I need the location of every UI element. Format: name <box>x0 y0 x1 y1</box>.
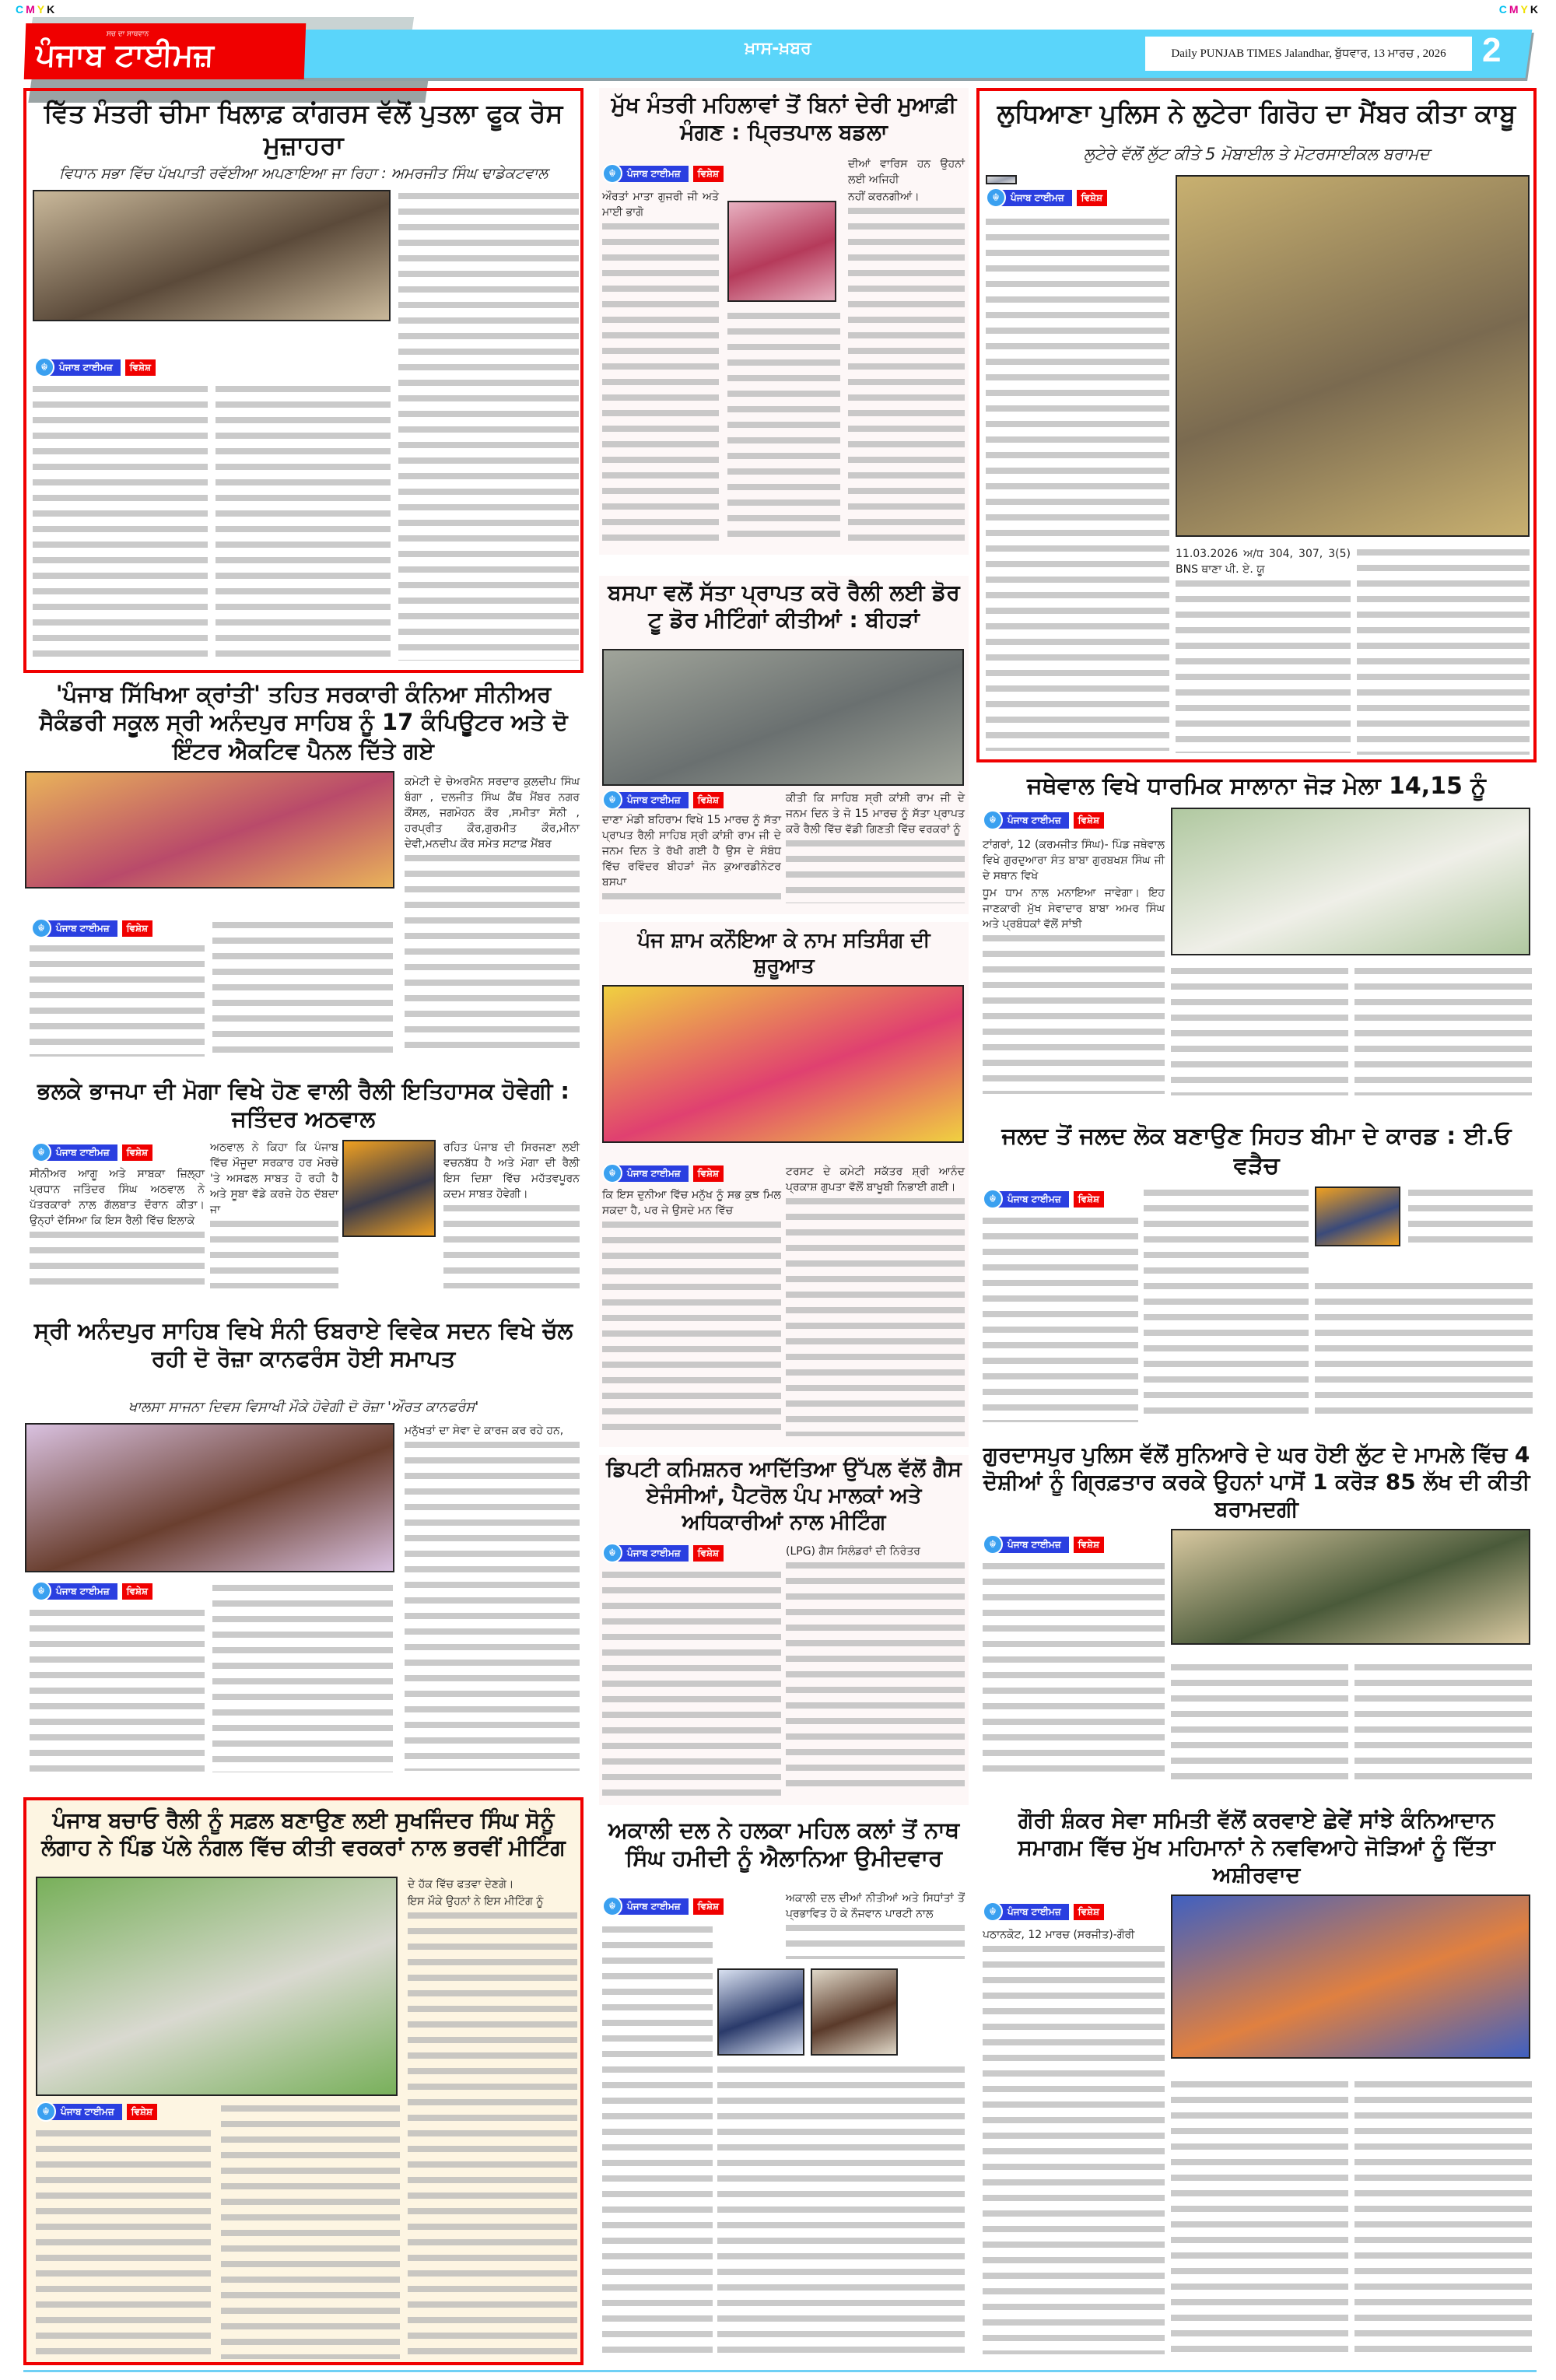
article-r2[interactable] <box>976 770 1537 1105</box>
news-photo[interactable] <box>1176 175 1530 537</box>
body-text: ਟਰਸਟ ਦੇ ਕਮੇਟੀ ਸਕੱਤਰ ਸ਼੍ਰੀ ਆਨੰਦ ਪ੍ਰਕਾਸ਼ ਗੁਪਤਾ ਵੱਲੋਂ ਬਾਖੂਬੀ ਨਿਭਾਈ ਗਈ। <box>786 1165 965 1194</box>
article-m1[interactable] <box>599 88 969 555</box>
text-column <box>983 1215 1138 1424</box>
news-photo[interactable] <box>25 1423 394 1572</box>
text-lines <box>986 219 1169 751</box>
text-column <box>221 2102 400 2361</box>
text-column <box>1171 2078 1348 2357</box>
text-lines <box>602 893 781 903</box>
article-a1[interactable] <box>23 88 584 673</box>
text-lines <box>36 2130 211 2359</box>
text-column <box>1171 1661 1348 1782</box>
badge-label: ਵਿਸ਼ੇਸ਼ <box>125 359 156 376</box>
article-a4[interactable] <box>23 1315 584 1782</box>
pt-logo-icon: ☬ <box>34 357 54 377</box>
news-photo[interactable] <box>1171 808 1530 955</box>
text-lines <box>1171 968 1348 1095</box>
byline-badge <box>602 790 724 809</box>
text-column <box>602 1923 713 2357</box>
text-lines <box>786 1562 965 1794</box>
text-column <box>212 1582 393 1774</box>
news-photo[interactable] <box>986 175 1017 184</box>
cmyk-letter: C <box>1498 3 1509 16</box>
cmyk-letter: K <box>47 3 58 16</box>
badge-label: ਵਿਸ਼ੇਸ਼ <box>693 1165 724 1182</box>
pt-logo-icon: ☬ <box>983 1902 1003 1922</box>
page-number: 2 <box>1482 31 1502 69</box>
pt-logo-icon: ☬ <box>36 2101 56 2122</box>
text-lines <box>983 935 1165 1094</box>
article-r4[interactable] <box>976 1439 1537 1789</box>
article-r1[interactable] <box>976 88 1537 762</box>
text-lines <box>717 2066 965 2356</box>
subheadline: ਵਿਧਾਨ ਸਭਾ ਵਿੱਚ ਪੱਖਪਾਤੀ ਰਵੱਈਆ ਅਪਣਾਇਆ ਜਾ ਰਿਹਾ : ਅਮਰਜੀਤ ਸਿੰਘ ਢਾਡੇਕਟਵਾਲ <box>58 165 548 182</box>
text-column <box>30 1607 205 1774</box>
byline-badge <box>602 1164 724 1183</box>
headline[interactable]: 'ਪੰਜਾਬ ਸਿੱਖਿਆ ਕ੍ਰਾਂਤੀ' ਤਹਿਤ ਸਰਕਾਰੀ ਕੰਨਿਆ ਸੀਨੀਅਰ ਸੈਕੰਡਰੀ ਸਕੂਲ ਸ੍ਰੀ ਅਨੰਦਪੁਰ ਸਾਹਿਬ ਨੂੰ 17 ਕੰਪਿਊਟਰ ਅਤੇ ਦੋ ਇੰਟਰ ਐਕਟਿਵ ਪੈਨਲ ਦਿੱਤੇ ਗਏ <box>39 681 568 764</box>
text-lines <box>405 855 580 1055</box>
byline-badge <box>983 1902 1104 1921</box>
badge-brand: ਪੰਜਾਬ ਟਾਈਮਜ਼ <box>47 1583 117 1600</box>
pt-logo-icon: ☬ <box>31 1581 51 1601</box>
badge-brand: ਪੰਜਾਬ ਟਾਈਮਜ਼ <box>618 1898 689 1915</box>
text-column <box>602 1569 781 1797</box>
cmyk-letter: K <box>1530 3 1540 16</box>
byline-badge <box>31 919 152 938</box>
byline-badge <box>983 1190 1104 1208</box>
text-column <box>602 189 719 547</box>
pt-logo-icon: ☬ <box>602 163 622 184</box>
cmyk-right <box>1499 3 1540 16</box>
logo-name: ਪੰਜਾਬ ਟਾਈਮਜ਼ <box>35 37 215 73</box>
text-column <box>983 1560 1165 1782</box>
text-lines <box>1176 580 1351 753</box>
body-text: ਔਰਤਾਂ ਮਾਤਾ ਗੁਜਰੀ ਜੀ ਅਤੇ ਮਾਈ ਭਾਗੋ <box>602 191 719 219</box>
headline[interactable]: ਅਕਾਲੀ ਦਲ ਨੇ ਹਲਕਾ ਮਹਿਲ ਕਲਾਂ ਤੋਂ ਨਾਥ ਸਿੰਘ ਹਮੀਦੀ ਨੂੰ ਐਲਾਨਿਆ ਉਮੀਦਵਾਰ <box>608 1817 960 1872</box>
headline[interactable]: ਮੁੱਖ ਮੰਤਰੀ ਮਹਿਲਾਵਾਂ ਤੋਂ ਬਿਨਾਂ ਦੇਰੀ ਮੁਆਫ਼ੀ ਮੰਗਣ : ਪ੍ਰਿਤਪਾਲ ਬਡਲਾ <box>611 92 957 145</box>
byline-badge <box>986 188 1107 207</box>
text-lines <box>1315 1283 1533 1422</box>
article-m3[interactable] <box>599 922 969 1447</box>
headline[interactable]: ਡਿਪਟੀ ਕਮਿਸ਼ਨਰ ਆਦਿੱਤਿਆ ਉੱਪਲ ਵੱਲੋਂ ਗੈਸ ਏਜੰਸੀਆਂ, ਪੈਟਰੋਲ ਪੰਪ ਮਾਲਕਾਂ ਅਤੇ ਅਧਿਕਾਰੀਆਂ ਨਾਲ ਮੀਟਿੰਗ <box>605 1457 962 1534</box>
cmyk-letter: C <box>16 3 26 16</box>
text-lines <box>216 386 391 661</box>
text-lines <box>983 1563 1165 1780</box>
text-lines <box>1171 2081 1348 2356</box>
text-lines <box>1144 1190 1309 1422</box>
text-lines <box>443 1205 580 1288</box>
text-column <box>398 190 579 662</box>
text-column <box>408 1877 577 2359</box>
news-photo[interactable] <box>602 985 964 1143</box>
badge-label: ਵਿਸ਼ੇਸ਼ <box>1074 812 1104 829</box>
news-photo[interactable] <box>717 1968 804 2056</box>
text-lines <box>786 840 965 903</box>
text-column <box>1144 1186 1309 1424</box>
badge-label: ਵਿਸ਼ੇਸ਼ <box>693 1898 724 1915</box>
pt-logo-icon: ☬ <box>983 1189 1003 1209</box>
text-lines <box>602 1572 781 1796</box>
body-text: ਟਾਂਗਰਾਂ, 12 (ਕਰਮਜੀਤ ਸਿੰਘ)- ਪਿੰਡ ਜਥੇਵਾਲ ਵਿਖੇ ਗੁਰਦੁਆਰਾ ਸੰਤ ਬਾਬਾ ਗੁਰਬਖਸ਼ ਸਿੰਘ ਜੀ ਦੇ ਸਥਾਨ ਵਿਖੇ <box>983 839 1165 882</box>
pt-logo-icon: ☬ <box>602 790 622 810</box>
badge-label: ਵਿਸ਼ੇਸ਼ <box>122 1144 152 1161</box>
badge-label: ਵਿਸ਼ੇਸ਼ <box>1074 1537 1104 1553</box>
text-column <box>1171 965 1348 1097</box>
body-text: ਦੀਆਂ ਵਾਰਿਸ ਹਨ ਉਹਨਾਂ ਲਈ ਅਜਿਹੀ <box>848 158 965 186</box>
text-lines <box>1354 2081 1532 2356</box>
headline[interactable]: ਵਿੱਤ ਮੰਤਰੀ ਚੀਮਾ ਖਿਲਾਫ਼ ਕਾਂਗਰਸ ਵੱਲੋਂ ਪੁਤਲਾ ਫੂਕ ਰੋਸ ਮੁਜ਼ਾਹਰਾ <box>44 98 563 161</box>
text-lines <box>1354 1664 1532 1780</box>
text-column <box>602 1187 781 1439</box>
body-text: ਮਨੁੱਖਤਾਂ ਦਾ ਸੇਵਾ ਦੇ ਕਾਰਜ ਕਰ ਰਹੇ ਹਨ, <box>405 1425 564 1437</box>
badge-brand: ਪੰਜਾਬ ਟਾਈਮਜ਼ <box>998 1904 1069 1920</box>
article-m5[interactable] <box>599 1813 969 2365</box>
body-text: ਰਹਿਤ ਪੰਜਾਬ ਦੀ ਸਿਰਜਣਾ ਲਈ ਵਚਨਬੱਧ ਹੈ ਅਤੇ ਮੋਗਾ ਦੀ ਰੈਲੀ ਇਸ ਦਿਸ਼ਾ ਵਿੱਚ ਮਹੱਤਵਪੂਰਨ ਕਦਮ ਸਾਬਤ ਹੋਵੇਗੀ। <box>443 1141 580 1201</box>
pt-logo-icon: ☬ <box>983 1534 1003 1555</box>
badge-label: ਵਿਸ਼ੇਸ਼ <box>1074 1191 1104 1208</box>
text-column <box>30 1166 205 1292</box>
headline[interactable]: ਗੁਰਦਾਸਪੁਰ ਪੁਲਿਸ ਵੱਲੋਂ ਸੁਨਿਆਰੇ ਦੇ ਘਰ ਹੋਈ ਲੁੱਟ ਦੇ ਮਾਮਲੇ ਵਿੱਚ 4 ਦੋਸ਼ੀਆਂ ਨੂੰ ਗ੍ਰਿਫ਼ਤਾਰ ਕਰਕੇ ਉਹਨਾਂ ਪਾਸੋਂ 1 ਕਰੋੜ 85 ਲੱਖ ਦੀ ਕੀਤੀ ਬਰਾਮਦਗੀ <box>983 1442 1530 1522</box>
article-r3[interactable] <box>976 1120 1537 1432</box>
print-color-marks <box>1499 3 1540 16</box>
article-a3[interactable] <box>23 1074 584 1299</box>
text-column <box>36 2127 211 2361</box>
pt-logo-icon: ☬ <box>31 1142 51 1162</box>
headline[interactable]: ਭਲਕੇ ਭਾਜਪਾ ਦੀ ਮੋਗਾ ਵਿਖੇ ਹੋਣ ਵਾਲੀ ਰੈਲੀ ਇਤਿਹਾਸਕ ਹੋਵੇਗੀ : ਜਤਿੰਦਰ ਅਠਵਾਲ <box>37 1078 570 1133</box>
text-lines <box>602 1222 781 1436</box>
text-column <box>1176 546 1351 756</box>
text-lines <box>727 313 840 545</box>
text-lines <box>398 193 579 661</box>
text-column <box>786 1891 965 1962</box>
dateline: Daily PUNJAB TIMES Jalandhar, ਬੁੱਧਵਾਰ, 13 ਮਾਰਚ , 2026 <box>1145 37 1472 71</box>
article-m2[interactable] <box>599 576 969 914</box>
byline-badge <box>983 811 1104 829</box>
badge-brand: ਪੰਜਾਬ ਟਾਈਮਜ਼ <box>618 1165 689 1182</box>
headline[interactable]: ਗੌਰੀ ਸ਼ੰਕਰ ਸੇਵਾ ਸਮਿਤੀ ਵੱਲੋਂ ਕਰਵਾਏ ਛੇਵੇਂ ਸਾਂਝੇ ਕੰਨਿਆਦਾਨ ਸਮਾਗਮ ਵਿੱਚ ਮੁੱਖ ਮਹਿਮਾਨਾਂ ਨੇ ਨਵਵਿਆਹੇ ਜੋੜਿਆਂ ਨੂੰ ਦਿੱਤਾ ਅਸ਼ੀਰਵਾਦ <box>1018 1807 1495 1888</box>
cmyk-letter: Y <box>37 3 47 16</box>
body-text: ਸੀਨੀਅਰ ਆਗੂ ਅਤੇ ਸਾਬਕਾ ਜ਼ਿਲ੍ਹਾ ਪ੍ਰਧਾਨ ਜਤਿੰਦਰ ਸਿੰਘ ਅਠਵਾਲ ਨੇ ਪੱਤਰਕਾਰਾਂ ਨਾਲ ਗੱਲਬਾਤ ਦੌਰਾਨ ਕੀਤਾ। ਉਨ੍ਹਾਂ ਦੱਸਿਆ ਕਿ ਇਸ ਰੈਲੀ ਵਿੱਚ ਇਲਾਕੇ <box>30 1168 205 1227</box>
body-text: ਕਮੇਟੀ ਦੇ ਚੇਅਰਮੈਨ ਸਰਦਾਰ ਕੁਲਦੀਪ ਸਿੰਘ ਬੰਗਾ , ਦਲਜੀਤ ਸਿੰਘ ਕੈਂਥ ਮੈਂਬਰ ਨਗਰ ਕੌਂਸਲ, ਜਗਮੋਹਨ ਕੌਰ ,ਸਮੀਤਾ ਸੋਨੀ , ਹਰਪ੍ਰੀਤ ਕੌਰ,ਗੁਰਮੀਤ ਕੌਰ,ਮੀਨਾ ਦੇਵੀ,ਮਨਦੀਪ ਕੌਰ ਸਮੇਤ ਸਟਾਫ਼ ਮੈਂਬਰ <box>405 776 580 850</box>
body-text: ਅਕਾਲੀ ਦਲ ਦੀਆਂ ਨੀਤੀਆਂ ਅਤੇ ਸਿਧਾਂਤਾਂ ਤੋਂ ਪ੍ਰਭਾਵਿਤ ਹੋ ਕੇ ਨੌਜਵਾਨ ਪਾਰਟੀ ਨਾਲ <box>786 1892 965 1920</box>
text-column <box>1408 1186 1533 1246</box>
news-photo[interactable] <box>811 1968 898 2056</box>
text-lines <box>405 1442 580 1771</box>
text-column <box>602 812 781 906</box>
byline-badge <box>602 1897 724 1916</box>
pt-logo-icon: ☬ <box>31 918 51 938</box>
badge-brand: ਪੰਜਾਬ ਟਾਈਮਜ਼ <box>998 812 1069 829</box>
cmyk-letter: M <box>1509 3 1521 16</box>
text-lines <box>1357 549 1530 755</box>
text-column <box>405 1423 580 1774</box>
news-photo[interactable] <box>1171 1895 1530 2059</box>
byline-badge <box>36 2102 157 2121</box>
section-title: ਖ਼ਾਸ-ਖ਼ਬਰ <box>745 39 811 58</box>
text-lines <box>33 386 208 661</box>
article-a5[interactable] <box>23 1797 584 2365</box>
text-column <box>727 310 840 547</box>
bottom-rule <box>23 2370 1537 2372</box>
text-column <box>717 2063 965 2357</box>
text-lines <box>30 945 205 1057</box>
text-lines <box>1171 1664 1348 1780</box>
news-photo[interactable] <box>33 190 391 321</box>
byline-badge <box>31 1582 152 1600</box>
text-column <box>848 156 965 547</box>
text-lines <box>30 1610 205 1772</box>
headline[interactable]: ਪੰਜ ਸ਼ਾਮ ਕਨੌਇਆ ਕੇ ਨਾਮ ਸਤਿਸੰਗ ਦੀ ਸ਼ੁਰੂਆਤ <box>637 929 930 978</box>
badge-label: ਵਿਸ਼ੇਸ਼ <box>122 1583 152 1600</box>
text-lines <box>1408 1190 1533 1245</box>
news-photo[interactable] <box>1171 1529 1530 1645</box>
newspaper-logo <box>24 23 307 79</box>
subheadline: ਖਾਲਸਾ ਸਾਜਨਾ ਦਿਵਸ ਵਿਸਾਖੀ ਮੌਕੇ ਹੋਵੇਗੀ ਦੋ ਰੋਜ਼ਾ 'ਔਰਤ ਕਾਨਫਰੰਸ' <box>128 1399 479 1415</box>
news-photo[interactable] <box>602 649 964 786</box>
text-lines <box>212 1585 393 1772</box>
text-column <box>983 1927 1165 2357</box>
print-color-marks <box>16 3 57 16</box>
news-photo[interactable] <box>1315 1186 1400 1246</box>
logo-tagline: ਸਚ ਦਾ ਸਾਥਵਾਨ <box>106 30 149 38</box>
headline[interactable]: ਲੁਧਿਆਣਾ ਪੁਲਿਸ ਨੇ ਲੁਟੇਰਾ ਗਿਰੋਹ ਦਾ ਮੈਂਬਰ ਕੀਤਾ ਕਾਬੂ <box>997 98 1516 128</box>
text-column <box>210 1140 338 1292</box>
body-text: ਧੂਮ ਧਾਮ ਨਾਲ ਮਨਾਇਆ ਜਾਵੇਗਾ। ਇਹ ਜਾਣਕਾਰੀ ਮੁੱਖ ਸੇਵਾਦਾਰ ਬਾਬਾ ਅਮਰ ਸਿੰਘ ਅਤੇ ਪ੍ਰਬੰਧਕਾਂ ਵੱਲੋਂ ਸਾਂਝੀ <box>983 887 1165 931</box>
text-column <box>1354 965 1532 1097</box>
subheadline: ਲੁਟੇਰੇ ਵੱਲੋਂ ਲੁੱਟ ਕੀਤੇ 5 ਮੋਬਾਈਲ ਤੇ ਮੋਟਰਸਾਈਕਲ ਬਰਾਮਦ <box>1083 145 1430 163</box>
badge-label: ਵਿਸ਼ੇਸ਼ <box>693 792 724 808</box>
badge-brand: ਪੰਜਾਬ ਟਾਈਮਜ਼ <box>618 166 689 182</box>
headline[interactable]: ਬਸਪਾ ਵਲੋਂ ਸੱਤਾ ਪ੍ਰਾਪਤ ਕਰੋ ਰੈਲੀ ਲਈ ਡੋਰ ਟੂ ਡੋਰ ਮੀਟਿੰਗਾਂ ਕੀਤੀਆਂ : ਬੀਹੜਾਂ <box>608 580 960 633</box>
text-column <box>30 942 205 1058</box>
body-text: ਇਸ ਮੌਕੇ ਉਹਨਾਂ ਨੇ ਇਸ ਮੀਟਿੰਗ ਨੂੰ <box>408 1895 544 1908</box>
headline[interactable]: ਜਲਦ ਤੋਂ ਜਲਦ ਲੋਕ ਬਣਾਉਣ ਸਿਹਤ ਬੀਮਾ ਦੇ ਕਾਰਡ : ਈ.ਓ ਵੜੈਚ <box>1001 1123 1512 1179</box>
badge-brand: ਪੰਜਾਬ ਟਾਈਮਜ਼ <box>998 1537 1069 1553</box>
text-lines <box>221 2105 400 2359</box>
body-text: ਅਠਵਾਲ ਨੇ ਕਿਹਾ ਕਿ ਪੰਜਾਬ ਵਿੱਚ ਮੌਜੂਦਾ ਸਰਕਾਰ ਹਰ ਮੋਰਚੇ 'ਤੇ ਅਸਫਲ ਸਾਬਤ ਹੋ ਰਹੀ ਹੈ ਅਤੇ ਸੂਬਾ ਵੱਡੇ ਕਰਜ਼ੇ ਹੇਠ ਦੱਬਦਾ ਜਾ <box>210 1141 338 1216</box>
badge-label: ਵਿਸ਼ੇਸ਼ <box>693 166 724 182</box>
body-text: ਕੀਤੀ ਕਿ ਸਾਹਿਬ ਸ੍ਰੀ ਕਾਂਸ਼ੀ ਰਾਮ ਜੀ ਦੇ ਜਨਮ ਦਿਨ ਤੇ ਜੋ 15 ਮਾਰਚ ਨੂੰ ਸੱਤਾ ਪ੍ਰਾਪਤ ਕਰੋ ਰੈਲੀ ਵਿੱਚ ਵੱਡੀ ਗਿਣਤੀ ਵਿੱਚ ਵਰਕਰਾਂ ਨੂੰ <box>786 792 965 836</box>
news-photo[interactable] <box>727 201 836 302</box>
text-column <box>1354 1661 1532 1782</box>
byline-badge <box>34 358 156 377</box>
pt-logo-icon: ☬ <box>986 188 1006 208</box>
text-lines <box>983 1946 1165 2354</box>
text-column <box>1315 1280 1533 1424</box>
body-text: (LPG) ਗੈਸ ਸਿਲੰਡਰਾਂ ਦੀ ਨਿਰੰਤਰ <box>786 1545 920 1558</box>
text-column <box>786 790 965 906</box>
body-text: ਨਹੀਂ ਕਰਨਗੀਆਂ। <box>848 191 920 203</box>
body-text: 11.03.2026 ਅ/ਧ 304, 307, 3(5) BNS ਥਾਣਾ ਪੀ. ਏ. ਯੂ <box>1176 548 1351 576</box>
badge-label: ਵਿਸ਼ੇਸ਼ <box>122 920 152 937</box>
text-lines <box>30 1232 205 1288</box>
news-photo[interactable] <box>342 1140 436 1237</box>
text-lines <box>212 922 393 1057</box>
badge-brand: ਪੰਜਾਬ ਟਾਈਮਜ਼ <box>1001 190 1072 206</box>
article-m4[interactable] <box>599 1455 969 1805</box>
cmyk-left <box>16 3 57 16</box>
text-column <box>216 383 391 662</box>
news-photo[interactable] <box>36 1877 398 2096</box>
text-column <box>986 216 1169 752</box>
article-a2[interactable] <box>23 677 584 1066</box>
text-column <box>1354 2078 1532 2357</box>
cmyk-letter: M <box>26 3 37 16</box>
text-column <box>443 1140 580 1292</box>
byline-badge <box>602 1544 724 1562</box>
text-lines <box>1354 968 1532 1095</box>
byline-badge <box>602 164 724 183</box>
badge-label: ਵਿਸ਼ੇਸ਼ <box>127 2104 157 2120</box>
text-lines <box>848 208 965 544</box>
text-column <box>786 1164 965 1439</box>
pt-logo-icon: ☬ <box>983 810 1003 830</box>
badge-brand: ਪੰਜਾਬ ਟਾਈਮਜ਼ <box>618 792 689 808</box>
headline[interactable]: ਪੰਜਾਬ ਬਚਾਓ ਰੈਲੀ ਨੂੰ ਸਫ਼ਲ ਬਣਾਉਣ ਲਈ ਸੁਖਜਿੰਦਰ ਸਿੰਘ ਸੋਨੂੰ ਲੰਗਾਹ ਨੇ ਪਿੰਡ ਪੱਲੇ ਨੰਗਲ ਵਿੱਚ ਕੀਤੀ ਵਰਕਰਾਂ ਨਾਲ ਭਰਵੀਂ ਮੀਟਿੰਗ <box>41 1807 566 1860</box>
byline-badge <box>31 1143 152 1162</box>
badge-brand: ਪੰਜਾਬ ਟਾਈਮਜ਼ <box>47 920 117 937</box>
byline-badge <box>983 1535 1104 1554</box>
text-lines <box>786 1925 965 1959</box>
pt-logo-icon: ☬ <box>602 1163 622 1183</box>
body-text: ਕਿ ਇਸ ਦੁਨੀਆ ਵਿੱਚ ਮਨੁੱਖ ਨੂੰ ਸਭ ਕੁਝ ਮਿਲ ਸਕਦਾ ਹੈ, ਪਰ ਜੇ ਉਸਦੇ ਮਨ ਵਿੱਚ <box>602 1189 781 1217</box>
text-lines <box>602 223 719 544</box>
badge-brand: ਪੰਜਾਬ ਟਾਈਮਜ਼ <box>618 1545 689 1562</box>
badge-brand: ਪੰਜਾਬ ਟਾਈਮਜ਼ <box>47 1144 117 1161</box>
text-column <box>786 1544 965 1797</box>
body-text: ਦਾਣਾ ਮੰਡੀ ਬਹਿਰਾਮ ਵਿਖੇ 15 ਮਾਰਚ ਨੂੰ ਸੱਤਾ ਪ੍ਰਾਪਤ ਰੈਲੀ ਸਾਹਿਬ ਸ੍ਰੀ ਕਾਂਸ਼ੀ ਰਾਮ ਜੀ ਦੇ ਜਨਮ ਦਿਨ ਤੇ ਰੱਖੀ ਗਈ ਹੈ ਉਸ ਦੇ ਸੰਬੰਧ ਵਿੱਚ ਰਵਿੰਦਰ ਬੀਹੜਾਂ ਜੋਨ ਕੁਆਰਡੀਨੇਟਰ ਬਸਪਾ <box>602 814 781 889</box>
text-column <box>405 774 580 1058</box>
text-column <box>212 919 393 1058</box>
text-column <box>33 383 208 662</box>
headline[interactable]: ਜਥੇਵਾਲ ਵਿਖੇ ਧਾਰਮਿਕ ਸਾਲਾਨਾ ਜੋੜ ਮੇਲਾ 14,15 ਨੂੰ <box>1027 773 1486 800</box>
badge-brand: ਪੰਜਾਬ ਟਾਈਮਜ਼ <box>50 359 121 376</box>
article-r5[interactable] <box>976 1805 1537 2365</box>
badge-label: ਵਿਸ਼ੇਸ਼ <box>1077 190 1107 206</box>
text-column <box>983 837 1165 1097</box>
text-lines <box>408 1912 577 2356</box>
headline[interactable]: ਸ੍ਰੀ ਅਨੰਦਪੁਰ ਸਾਹਿਬ ਵਿਖੇ ਸੰਨੀ ਓਬਰਾਏ ਵਿਵੇਕ ਸਦਨ ਵਿਖੇ ਚੱਲ ਰਹੀ ਦੋ ਰੋਜ਼ਾ ਕਾਨਫਰੰਸ ਹੋਈ ਸਮਾਪਤ <box>33 1317 573 1372</box>
text-lines <box>983 1218 1138 1422</box>
body-text: ਦੇ ਹੱਕ ਵਿੱਚ ਫਤਵਾ ਦੇਣਗੇ। <box>408 1878 514 1891</box>
badge-brand: ਪੰਜਾਬ ਟਾਈਮਜ਼ <box>51 2104 122 2120</box>
badge-brand: ਪੰਜਾਬ ਟਾਈਮਜ਼ <box>998 1191 1069 1208</box>
pt-logo-icon: ☬ <box>602 1543 622 1563</box>
badge-label: ਵਿਸ਼ੇਸ਼ <box>1074 1904 1104 1920</box>
cmyk-letter: Y <box>1520 3 1530 16</box>
text-lines <box>210 1221 338 1288</box>
text-column <box>1357 546 1530 756</box>
pt-logo-icon: ☬ <box>602 1896 622 1916</box>
body-text: ਪਠਾਨਕੋਟ, 12 ਮਾਰਚ (ਸਰਜੀਤ)-ਗੌਰੀ <box>983 1929 1135 1941</box>
badge-label: ਵਿਸ਼ੇਸ਼ <box>693 1545 724 1562</box>
news-photo[interactable] <box>25 771 394 889</box>
text-lines <box>786 1198 965 1436</box>
text-lines <box>602 1926 713 2356</box>
